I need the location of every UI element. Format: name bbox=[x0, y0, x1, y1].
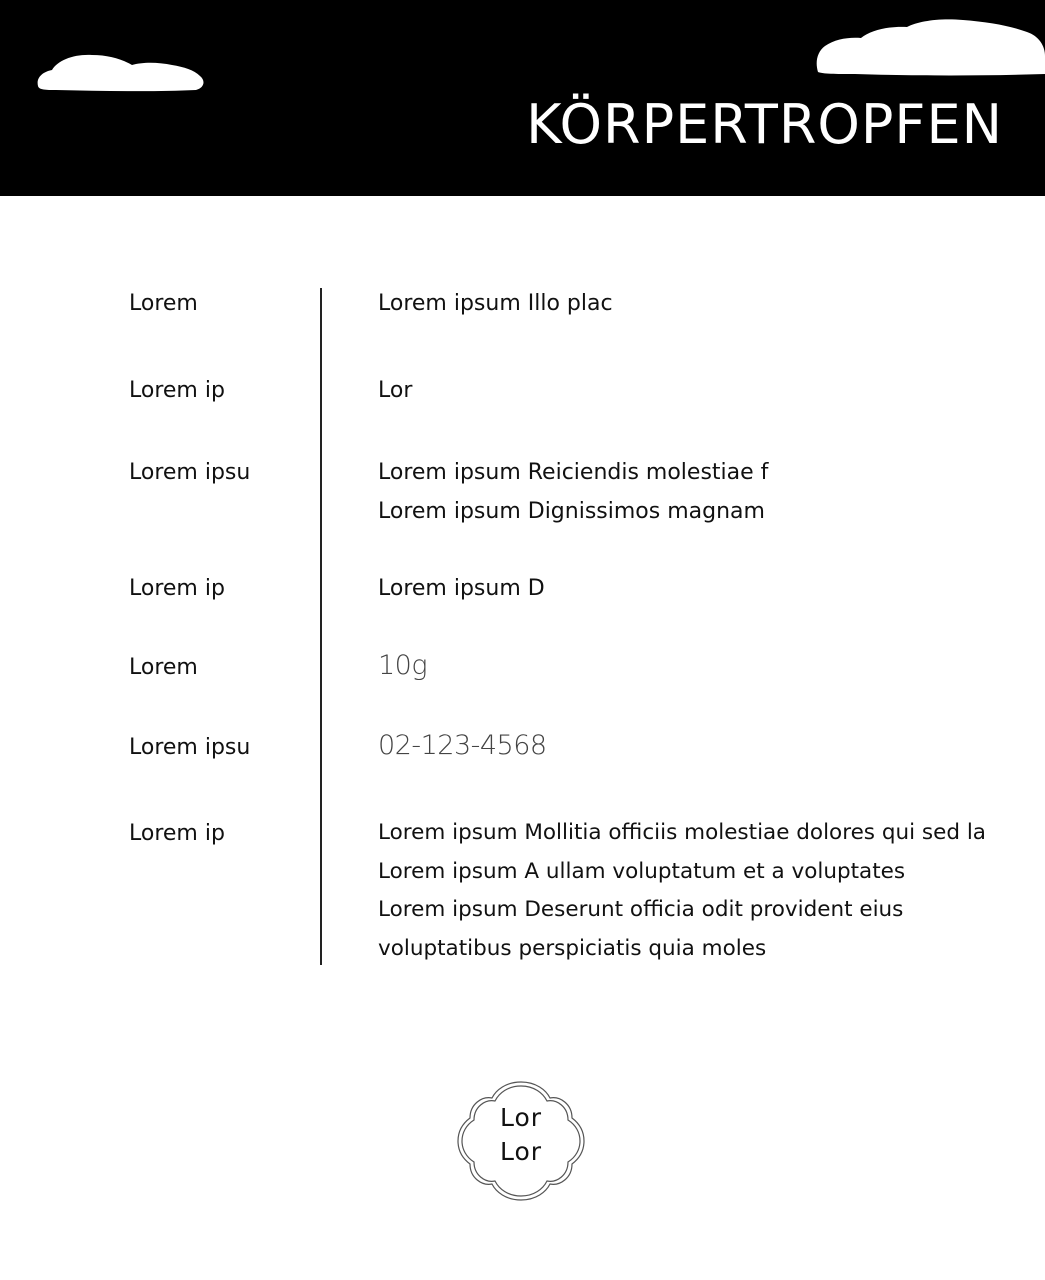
row-value-line: Lorem ipsum D bbox=[378, 576, 545, 601]
row-value bbox=[378, 574, 545, 604]
row-label: Lorem ip bbox=[129, 821, 225, 846]
row-label: Lorem bbox=[129, 655, 198, 680]
cloud-icon bbox=[815, 16, 1045, 78]
row-value bbox=[378, 376, 412, 406]
row-value bbox=[378, 453, 768, 531]
row-label: Lorem ipsu bbox=[129, 460, 251, 485]
row-value-line: Lorem ipsum A ullam voluptatum et a voluptates bbox=[378, 858, 906, 884]
badge-text-line2: Lor bbox=[499, 1137, 543, 1166]
row-value-line: Lorem ipsum Dignissimos magnam bbox=[378, 499, 765, 524]
row-value-line: Lorem ipsum Reiciendis molestiae f bbox=[378, 460, 769, 485]
page-title: KÖRPERTROPFEN bbox=[526, 93, 1003, 156]
row-label: Lorem ip bbox=[129, 378, 225, 403]
row-value-line: 10g bbox=[378, 650, 428, 681]
row-value-line: Lorem ipsum Deserunt officia odit provident eius bbox=[378, 897, 904, 922]
row-value bbox=[378, 814, 986, 968]
row-value bbox=[378, 651, 427, 681]
row-label: Lorem ipsu bbox=[129, 735, 251, 760]
row-value-line: Lorem ipsum Mollitia officiis molestiae dolores qui sed la bbox=[378, 820, 986, 845]
row-value-line: 02-123-4568 bbox=[378, 730, 547, 761]
logo-badge bbox=[456, 1076, 586, 1206]
row-value-line: Lor bbox=[378, 378, 413, 403]
column-divider bbox=[320, 288, 322, 965]
row-value-line: voluptatibus perspiciatis quia moles bbox=[378, 935, 767, 961]
row-label: Lorem bbox=[129, 291, 198, 316]
row-value bbox=[378, 731, 547, 761]
cloud-icon bbox=[34, 50, 206, 94]
page-header bbox=[0, 0, 1045, 196]
badge-text-line1: Lor bbox=[499, 1103, 543, 1132]
row-value bbox=[378, 289, 613, 319]
row-value-line: Lorem ipsum Illo plac bbox=[378, 291, 613, 316]
row-label: Lorem ip bbox=[129, 576, 225, 601]
